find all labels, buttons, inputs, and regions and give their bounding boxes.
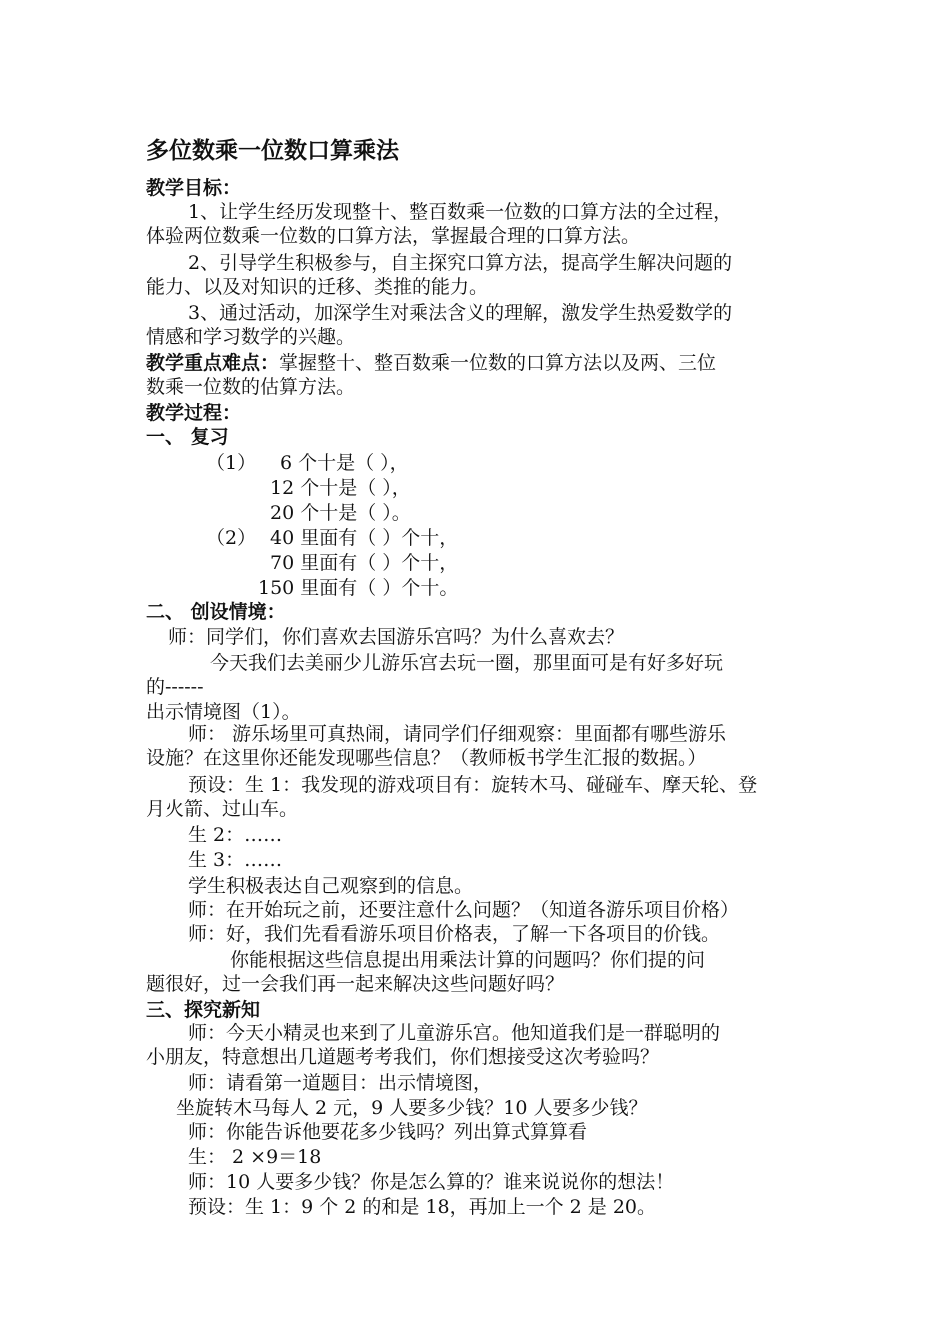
explore-heading: 三、探究新知 bbox=[146, 999, 261, 1021]
review-q1-number: （1） bbox=[206, 452, 257, 474]
scene-line-3: 的------ bbox=[146, 676, 204, 698]
explore-line-5: 师：你能告诉他要花多少钱吗？列出算式算算看 bbox=[188, 1121, 588, 1143]
scene-line-2: 今天我们去美丽少儿游乐宫去玩一圈，那里面可是有好多好玩 bbox=[210, 652, 724, 674]
goal-item-2-line-2: 能力、以及对知识的迁移、类推的能力。 bbox=[146, 276, 489, 298]
key-points-text: 掌握整十、整百数乘一位数的口算方法以及两、三位 bbox=[279, 352, 717, 374]
explore-line-1: 师：今天小精灵也来到了儿童游乐宫。他知道我们是一群聪明的 bbox=[188, 1022, 721, 1044]
document-title: 多位数乘一位数口算乘法 bbox=[146, 137, 399, 164]
review-q2-a: 40 里面有（ ）个十， bbox=[270, 527, 459, 549]
explore-line-3: 师：请看第一道题目：出示情境图， bbox=[188, 1072, 493, 1094]
goal-item-1-line-1: 1、让学生经历发现整十、整百数乘一位数的口算方法的全过程， bbox=[188, 201, 733, 223]
explore-line-7: 师：10 人要多少钱？你是怎么算的？谁来说说你的想法！ bbox=[188, 1171, 675, 1193]
review-q2-b: 70 里面有（ ）个十， bbox=[270, 552, 459, 574]
scene-line-11: 学生积极表达自己观察到的信息。 bbox=[188, 875, 474, 897]
review-q2-c: 150 里面有（ ）个十。 bbox=[258, 577, 459, 599]
key-points-line-1 bbox=[146, 351, 716, 375]
review-q1-a: 6 个十是（ ）， bbox=[280, 452, 409, 474]
explore-line-8: 预设：生 1：9 个 2 的和是 18，再加上一个 2 是 20。 bbox=[188, 1196, 657, 1218]
explore-line-4: 坐旋转木马每人 2 元，9 人要多少钱？10 人要多少钱？ bbox=[176, 1097, 648, 1119]
scene-line-6: 设施？在这里你还能发现哪些信息？（教师板书学生汇报的数据。） bbox=[146, 747, 707, 769]
goal-item-1-line-2: 体验两位数乘一位数的口算方法，掌握最合理的口算方法。 bbox=[146, 225, 641, 247]
review-q1-c: 20 个十是（ ）。 bbox=[270, 502, 411, 524]
scene-line-4: 出示情境图（1）。 bbox=[146, 701, 301, 723]
goal-item-2-line-1: 2、引导学生积极参与，自主探究口算方法，提高学生解决问题的 bbox=[188, 252, 733, 274]
scene-heading: 二、 创设情境： bbox=[146, 601, 286, 623]
review-q1-b: 12 个十是（ ）， bbox=[270, 477, 411, 499]
scene-line-14: 你能根据这些信息提出用乘法计算的问题吗？你们提的问 bbox=[230, 949, 706, 971]
scene-line-9: 生 2：…… bbox=[188, 824, 283, 846]
scene-line-5: 师： 游乐场里可真热闹，请同学们仔细观察：里面都有哪些游乐 bbox=[188, 723, 727, 745]
goals-heading: 教学目标： bbox=[146, 177, 242, 199]
explore-line-6: 生： 2 ×9＝18 bbox=[188, 1146, 322, 1168]
explore-line-2: 小朋友，特意想出几道题考考我们，你们想接受这次考验吗？ bbox=[146, 1046, 660, 1068]
review-q2-number: （2） bbox=[206, 527, 257, 549]
process-heading: 教学过程： bbox=[146, 402, 242, 424]
scene-line-1: 师：同学们，你们喜欢去国游乐宫吗？为什么喜欢去？ bbox=[168, 626, 625, 648]
scene-line-10: 生 3：…… bbox=[188, 849, 283, 871]
key-points-heading: 教学重点难点： bbox=[146, 352, 280, 374]
goal-item-3-line-2: 情感和学习数学的兴趣。 bbox=[146, 326, 356, 348]
scene-line-12: 师：在开始玩之前，还要注意什么问题？（知道各游乐项目价格） bbox=[188, 899, 740, 921]
scene-line-8: 月火箭、过山车。 bbox=[146, 798, 299, 820]
goal-item-3-line-1: 3、通过活动，加深学生对乘法含义的理解，激发学生热爱数学的 bbox=[188, 302, 733, 324]
scene-line-15: 题很好，过一会我们再一起来解决这些问题好吗？ bbox=[146, 973, 565, 995]
scene-line-7: 预设：生 1：我发现的游戏项目有：旋转木马、碰碰车、摩天轮、登 bbox=[188, 774, 758, 796]
review-heading: 一、 复习 bbox=[146, 426, 229, 448]
key-points-line-2: 数乘一位数的估算方法。 bbox=[146, 376, 356, 398]
scene-line-13: 师：好，我们先看看游乐项目价格表，了解一下各项目的价钱。 bbox=[188, 923, 721, 945]
